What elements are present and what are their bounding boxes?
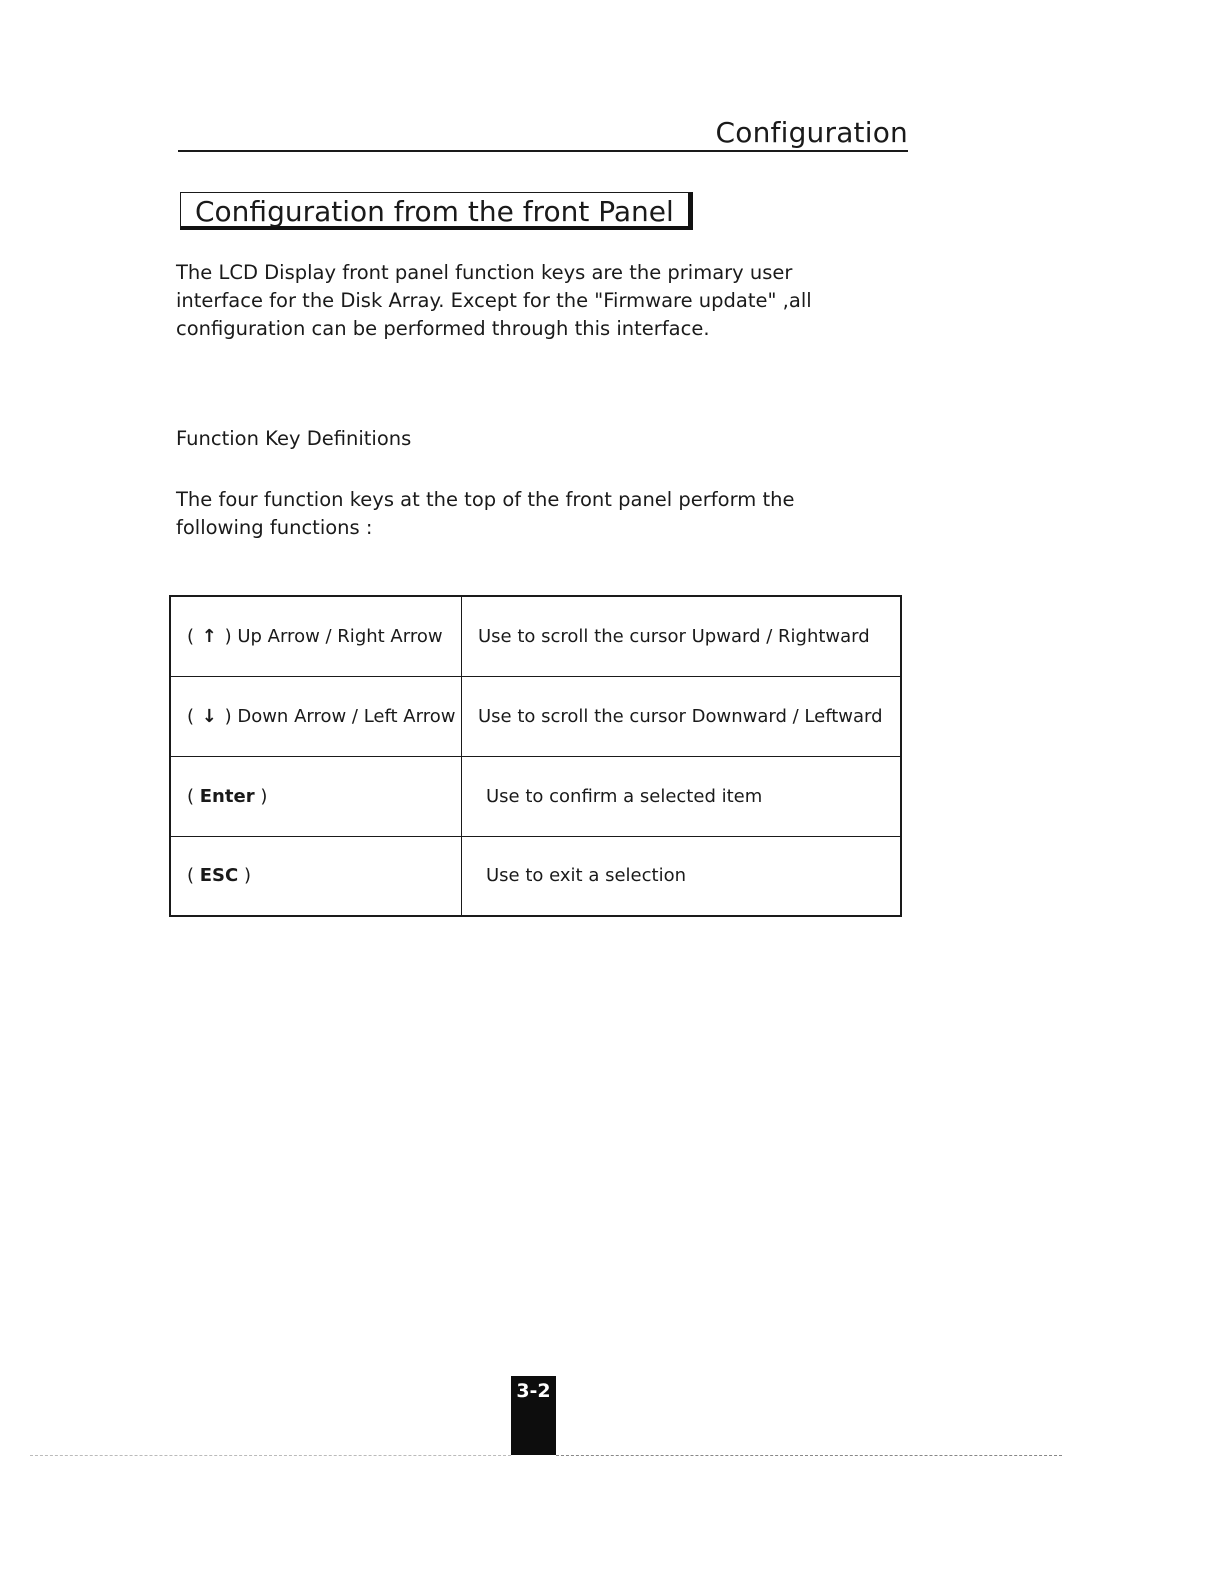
key-cell: ( Enter ) (170, 756, 462, 836)
description-cell: Use to confirm a selected item (462, 756, 902, 836)
intro-paragraph: The LCD Display front panel function keys are the primary user interface for the Disk Array. Except for the "Firmware update" ,all configuration can be performed through this interface. (176, 261, 812, 340)
table-row (170, 756, 901, 836)
footer-rule-left (30, 1455, 511, 1456)
section-title-box (180, 192, 693, 230)
function-key-table (169, 595, 902, 917)
up-arrow-icon: ↑ (201, 625, 217, 647)
function-key-heading: Function Key Definitions (176, 427, 412, 450)
table-row (170, 836, 901, 916)
table-row (170, 676, 901, 756)
page-number-tab (511, 1376, 556, 1455)
table-row (170, 596, 901, 676)
page-number: 3-2 (516, 1380, 551, 1402)
key-cell: ( ↑ ) Up Arrow / Right Arrow (170, 596, 462, 676)
section-title: Configuration from the front Panel (195, 195, 674, 228)
running-header: Configuration (715, 116, 908, 149)
description-cell: Use to exit a selection (462, 836, 902, 916)
description-cell: Use to scroll the cursor Downward / Leftward (462, 676, 902, 756)
footer-rule (556, 1455, 1062, 1456)
description-cell: Use to scroll the cursor Upward / Rightward (462, 596, 902, 676)
key-cell: ( ESC ) (170, 836, 462, 916)
header-rule (178, 150, 908, 152)
enter-key-label: Enter (199, 785, 255, 807)
function-keys-intro: The four function keys at the top of the front panel perform the following functions : (176, 488, 795, 539)
esc-key-label: ESC (199, 865, 239, 887)
down-arrow-icon: ↓ (201, 705, 217, 727)
key-cell: ( ↓ ) Down Arrow / Left Arrow (170, 676, 462, 756)
